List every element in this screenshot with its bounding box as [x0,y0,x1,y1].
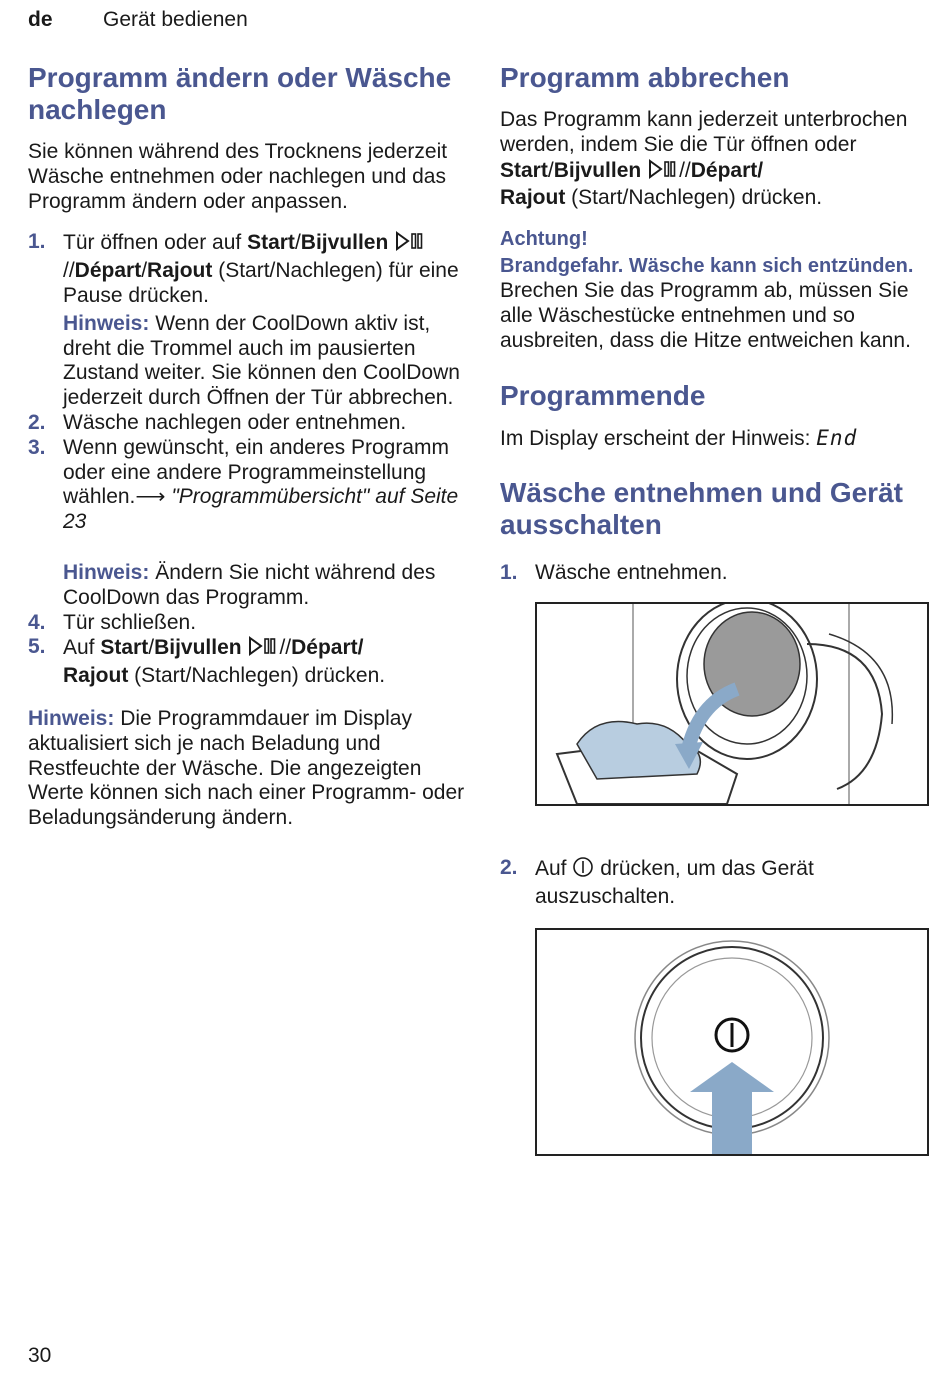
language-code: de [28,8,53,31]
depart-label: Départ [291,636,358,660]
note-text: Die Programmdauer im Display aktualisiert sich je nach Beladung und Restfeuchte der Wäsche. Die angezeigten Werte können sich nach einer Programm- oder Beladungsänderung ändern. [28,706,465,830]
depart-label: Départ [690,158,758,182]
step-text: Auf [535,857,573,881]
arrow-icon: ⟶ [135,485,166,509]
step-number: 2. [28,410,46,434]
separator: / [757,158,764,182]
abort-text [500,108,930,211]
abort-text-part: Das Programm kann jederzeit unterbrochen werden, indem Sie die Tür öffnen oder [500,108,908,156]
step-text: Wenn gewünscht, ein anderes Programm oder eine andere Programmeinstellung wählen. [63,435,449,509]
heading-program-end: Programmende [500,379,706,411]
step-text: Tür schließen. [63,610,197,634]
start-pause-icon [394,230,426,259]
separator: // [679,158,691,182]
step-1-note [63,312,468,411]
unload-step-1 [500,561,930,586]
separator: // [279,636,292,660]
step-text: (Start/Nachlegen) für eine Pause drücken. [63,259,459,307]
step-text: Auf [63,636,101,660]
warning-title: Achtung! [500,228,588,251]
step-text: (Start/Nachlegen) drücken. [128,664,386,688]
separator: / [547,158,554,182]
bijvullen-label: Bijvullen [553,158,642,182]
step-text: drücken, um das Gerät auszuschalten. [535,857,814,908]
step-number: 2. [500,856,518,880]
note-label: Hinweis: [63,311,150,335]
step-number: 3. [28,435,46,459]
page-reference-link[interactable]: "Programmübersicht" auf Seite 23 [63,485,459,534]
step-text: Tür öffnen oder auf [63,231,248,255]
step-number: 5. [28,635,46,659]
note-text: Ändern Sie nicht während des CoolDown das Programm. [63,560,436,609]
rajout-label: Rajout [500,186,566,210]
rajout-label: Rajout [63,664,129,688]
page-header [28,8,248,32]
step-5 [28,635,468,689]
depart-label: Départ [74,259,142,283]
step-number: 1. [28,230,46,254]
step-text: Wäsche nachlegen oder entnehmen. [63,410,407,434]
start-label: Start [100,636,149,660]
steps-list [28,230,468,689]
section-title: Gerät bedienen [103,8,248,31]
step-number: 4. [28,610,46,634]
note-label: Hinweis: [63,560,150,584]
step-1 [28,230,468,411]
step-2 [28,411,468,436]
power-button-illustration [537,930,927,1154]
intro-text: Sie können während des Trocknens jederzeit Wäsche entnehmen oder nachlegen und das Programm ändern oder anpassen. [28,140,448,213]
final-note [28,707,468,831]
start-label: Start [500,158,548,182]
note-text: Wenn der CoolDown aktiv ist, dreht die Trommel auch im pausierten Zustand weiter. Sie können den CoolDown jederzeit durch Öffnen der Tür abbrechen. [63,311,460,410]
step-text: Wäsche entnehmen. [535,561,728,585]
separator: / [148,636,155,660]
right-column [500,62,930,1156]
start-pause-icon [247,635,279,664]
separator: / [141,259,148,283]
program-end-label: Im Display erscheint der Hinweis: [500,426,817,450]
laundry-basket-illustration [537,604,927,804]
left-column [28,62,468,831]
unload-step-2 [500,856,930,910]
program-end-text [500,426,930,452]
bijvullen-label: Bijvullen [300,231,389,255]
separator: / [294,231,301,255]
start-pause-icon [647,158,679,187]
end-display-icon: End [816,425,858,450]
step-3 [28,436,468,611]
bijvullen-label: Bijvullen [154,636,242,660]
heading-unload-laundry: Wäsche entnehmen und Gerät ausschalten [500,477,903,541]
warning-subtitle: Brandgefahr. Wäsche kann sich entzünden. [500,255,914,278]
note-label: Hinweis: [28,706,115,730]
abort-text-part: (Start/Nachlegen) drücken. [565,186,823,210]
step-3-note [63,561,468,611]
step-4 [28,611,468,636]
step-number: 1. [500,561,518,585]
separator: / [357,636,364,660]
heading-abort-program: Programm abbrechen [500,62,790,93]
rajout-label: Rajout [147,259,213,283]
page-number: 30 [28,1344,52,1367]
figure-remove-laundry [535,602,929,806]
power-icon [572,856,594,885]
warning-text: Brechen Sie das Programm ab, müssen Sie alle Wäschestücke entnehmen und so ausbreiten, dass die Hitze entweichen kann. [500,279,911,352]
separator: // [63,259,75,283]
start-label: Start [247,231,295,255]
figure-power-button [535,928,929,1156]
heading-change-program: Programm ändern oder Wäsche nachlegen [28,62,452,125]
